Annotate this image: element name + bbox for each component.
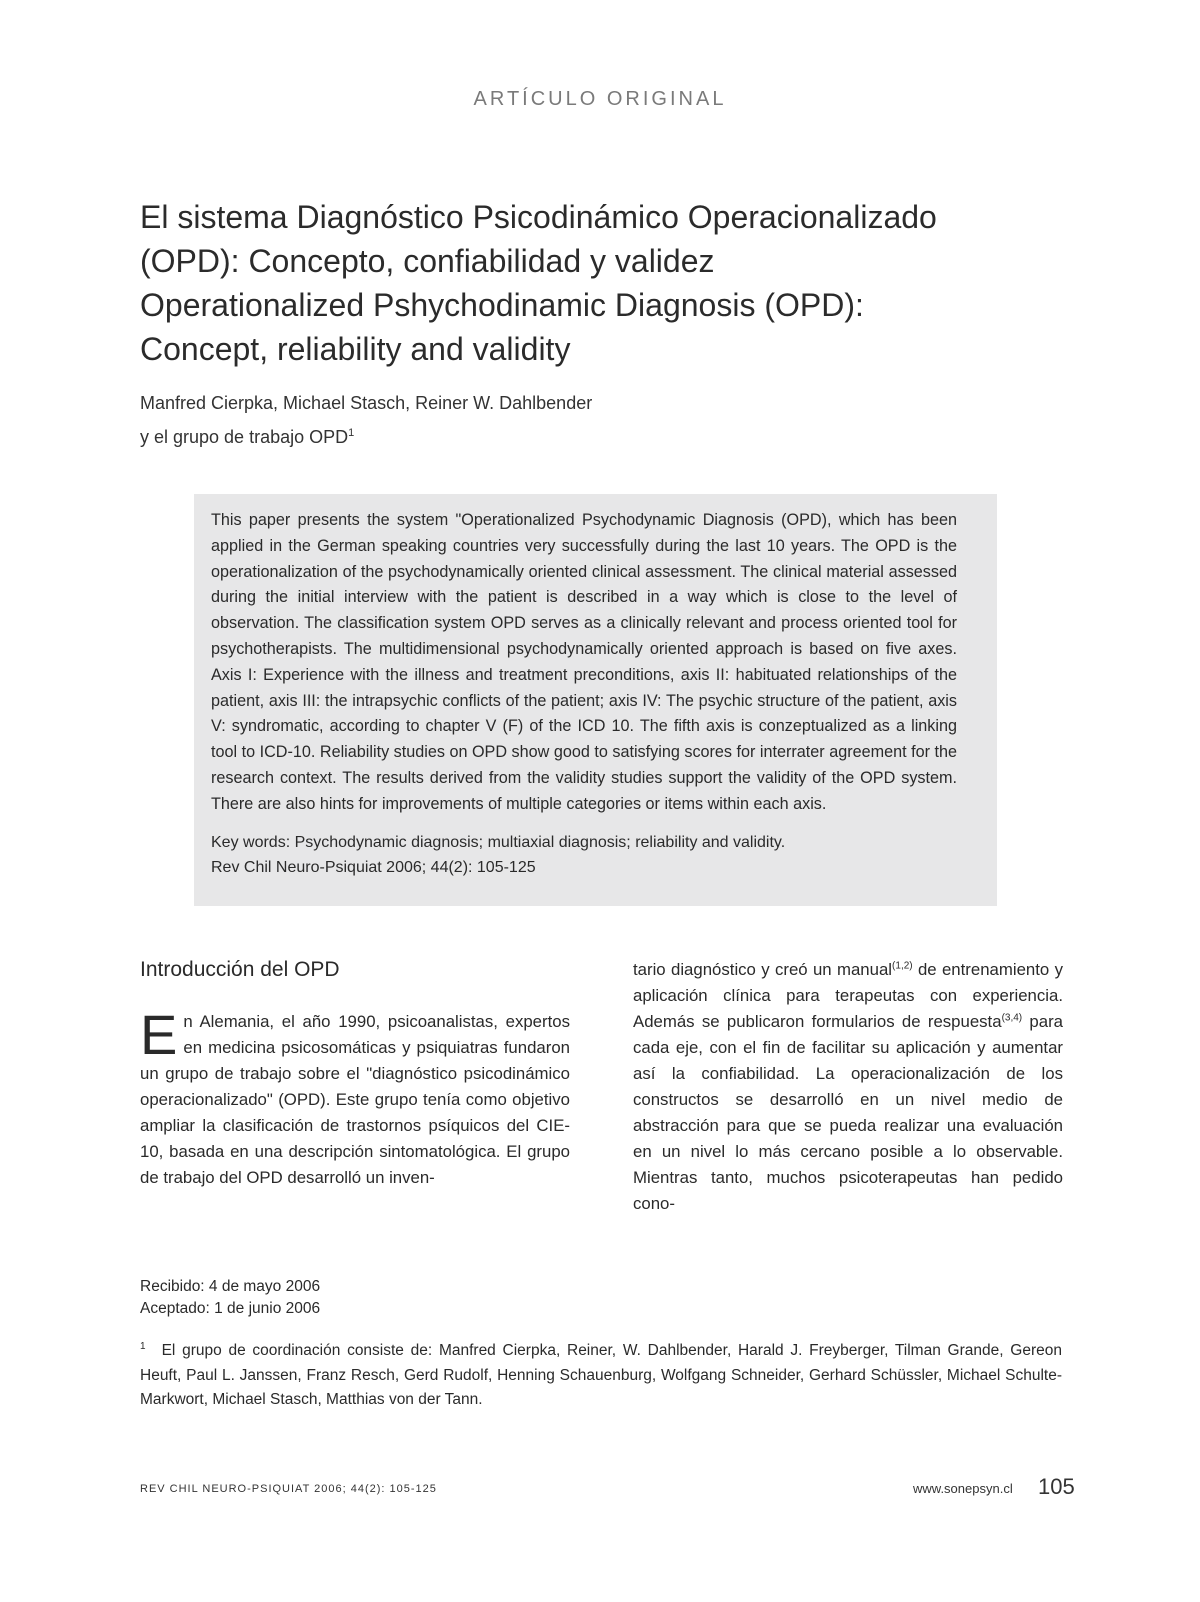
article-title xyxy=(140,195,1060,371)
intro-text-right-a: tario diagnóstico y creó un manual xyxy=(633,960,893,979)
spanish-title-line-1: El sistema Diagnóstico Psicodinámico Operacionalizado xyxy=(140,199,937,235)
intro-text-right-b: de entrenamiento y aplicación clínica para terapeutas con experiencia. Además se publicaron formularios de respuesta xyxy=(633,960,1063,1031)
drop-cap: E xyxy=(140,1003,178,1066)
reference-mark: (3,4) xyxy=(1001,1012,1023,1024)
author-names: Manfred Cierpka, Michael Stasch, Reiner W. Dahlbender xyxy=(140,393,593,413)
working-group xyxy=(140,420,1040,454)
reference-mark: (1,2) xyxy=(892,960,913,972)
footnote-mark: 1 xyxy=(140,1341,146,1352)
footnote xyxy=(140,1335,1062,1413)
footer-url-link[interactable]: www.sonepsyn.cl xyxy=(913,1481,1013,1496)
footer-journal: REV CHIL NEURO-PSIQUIAT 2006; 44(2): 105-125 xyxy=(140,1483,437,1495)
section-heading: Introducción del OPD xyxy=(140,958,340,981)
abstract-text: This paper presents the system "Operationalized Psychodynamic Diagnosis (OPD), which has been applied in the German speaking countries very successfully during the last 10 years. The OPD is the operationalization of the psychodynamically oriented clinical assessment. The clinical material assessed during the initial interview with the patient is described in a way which is close to the level of observation. The classification system OPD serves as a clinically relevant and process oriented tool for psychotherapists. The multidimensional psychodynamically oriented approach is based on five axes. Axis I: Experience with the illness and treatment preconditions, axis II: habituated relationships of the patient, axis III: the intrapsychic conflicts of the patient; axis IV: The psychic structure of the patient, axis V: syndromatic, according to chapter V (F) of the ICD 10. The fifth axis is conzeptualized as a linking tool to ICD-10. Reliability studies on OPD show good to satisfying scores for interrater agreement for the research context. The results derived from the validity studies support the validity of the OPD system. There are also hints for improvements of multiple categories or items within each axis. xyxy=(211,511,957,813)
english-title-line-1: Operationalized Pshychodinamic Diagnosis (OPD): xyxy=(140,287,864,323)
page-number: 105 xyxy=(1038,1474,1075,1499)
section-label: ARTÍCULO ORIGINAL xyxy=(473,88,727,110)
keywords: Key words: Psychodynamic diagnosis; multiaxial diagnosis; reliability and validity. xyxy=(211,833,786,851)
column-left xyxy=(140,955,570,1191)
author-block xyxy=(140,386,1040,454)
intro-paragraph xyxy=(140,1003,570,1191)
accepted-date: Aceptado: 1 de junio 2006 xyxy=(140,1300,321,1317)
english-title-line-2: Concept, reliability and validity xyxy=(140,331,571,367)
intro-text-left: n Alemania, el año 1990, psicoanalistas, expertos en medicina psicosomáticas y psiquiatras fundaron un grupo de trabajo sobre el "diagnóstico psicodinámico operacionalizado" (OPD). Este grupo tenía como objetivo ampliar la clasificación de trastornos psíquicos del CIE-10, basada en una descripción sintomatológica. El grupo de trabajo del OPD desarrolló un inven- xyxy=(140,1012,570,1187)
citation: Rev Chil Neuro-Psiquiat 2006; 44(2): 105-125 xyxy=(211,859,536,877)
abstract-box xyxy=(194,494,997,906)
spanish-title-line-2: (OPD): Concepto, confiabilidad y validez xyxy=(140,243,715,279)
footnote-ref-mark: 1 xyxy=(348,427,355,439)
working-group-label: y el grupo de trabajo OPD xyxy=(140,427,349,447)
intro-text-right-c: para cada eje, con el fin de facilitar su aplicación y aumentar así la confiabilidad. La operacionalización de los constructos se desarrolló en un nivel medio de abstracción para que se pueda realizar una evaluación en un nivel lo más cercano posible a lo observable. Mientras tanto, muchos psicoterapeutas han pedido cono- xyxy=(633,1012,1064,1213)
received-date: Recibido: 4 de mayo 2006 xyxy=(140,1278,321,1295)
footnote-text: El grupo de coordinación consiste de: Manfred Cierpka, Reiner, W. Dahlbender, Harald J. Freyberger, Tilman Grande, Gereon Heuft, Paul L. Janssen, Franz Resch, Gerd Rudolf, Henning Schauenburg, Wolfgang Schneider, Gerhard Schüssler, Michael Schulte-Markwort, Michael Stasch, Matthias von der Tann. xyxy=(140,1342,1062,1409)
received-dates xyxy=(140,1276,320,1320)
column-right xyxy=(633,957,1063,1217)
